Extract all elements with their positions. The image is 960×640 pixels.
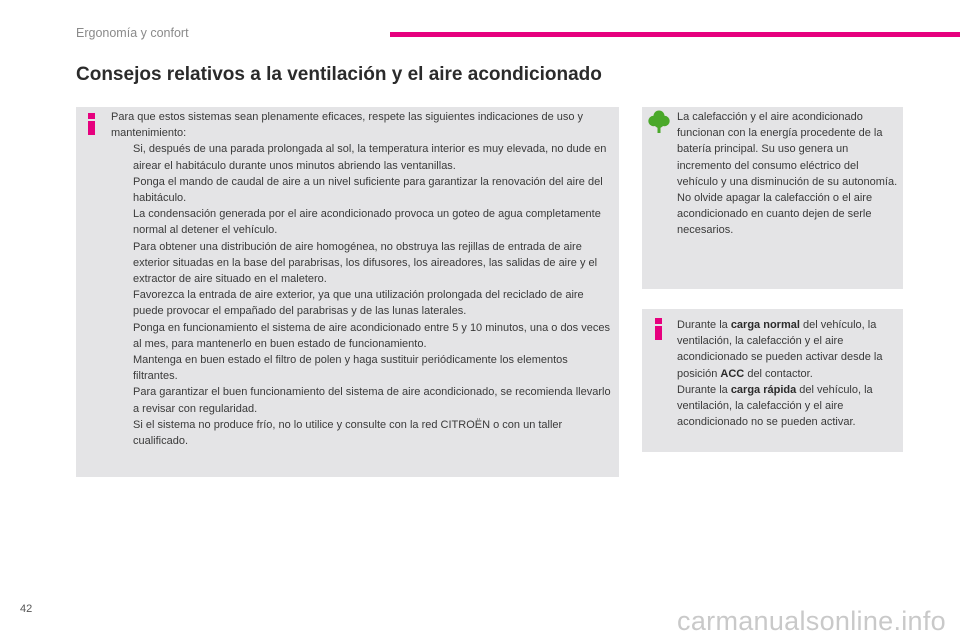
list-item	[111, 239, 611, 288]
tips-list	[111, 141, 611, 449]
charging-paragraph-fast: Durante la carga rápida del vehículo, la ventilación, la calefacción y el aire acondicionado no se pueden activar.	[677, 383, 873, 429]
list-item	[111, 352, 611, 384]
eco-paragraph: No olvide apagar la calefacción o el aire acondicionado en cuanto dejen de serle necesarios.	[677, 192, 873, 237]
list-item-text: Ponga en funcionamiento el sistema de aire acondicionado entre 5 y 10 minutos, una o dos veces al mes, para mantenerlo en buen estado de funcionamiento.	[133, 321, 610, 350]
list-item	[111, 287, 611, 319]
info-icon	[87, 113, 97, 135]
list-item	[111, 206, 611, 238]
list-item-text: La condensación generada por el aire acondicionado provoca un goteo de agua completamente normal al detener el vehículo.	[133, 208, 601, 237]
list-item-text: Para garantizar el buen funcionamiento del sistema de aire acondicionado, se recomienda llevarlo a revisar con regularidad.	[133, 386, 611, 415]
charging-paragraph-normal: Durante la carga normal del vehículo, la ventilación, la calefacción y el aire acondicionado se pueden activar desde la posición ACC del contactor.	[677, 319, 883, 380]
tips-intro: Para que estos sistemas sean plenamente eficaces, respete las siguientes indicaciones de uso y mantenimiento:	[111, 111, 584, 140]
page-title: Consejos relativos a la ventilación y el aire acondicionado	[76, 64, 602, 85]
list-item	[111, 417, 611, 449]
list-item-subtext: Ponga el mando de caudal de aire a un nivel suficiente para garantizar la renovación del aire del habitáculo.	[133, 175, 603, 205]
eco-paragraph: La calefacción y el aire acondicionado funcionan con la energía procedente de la batería principal. Su uso genera un incremento del consumo eléctrico del vehículo y una disminución de su autonomía.	[677, 111, 898, 188]
list-item-text: Mantenga en buen estado el filtro de polen y haga sustituir periódicamente los elementos filtrantes.	[133, 354, 568, 383]
list-item-text: Si el sistema no produce frío, no lo utilice y consulte con la red CITROËN o con un taller cualificado.	[133, 418, 563, 448]
list-item-text: Para obtener una distribución de aire homogénea, no obstruya las rejillas de entrada de aire exterior situadas en la base del parabrisas, los difusores, los aireadores, las salidas de aire y el extractor de aire situado en el maletero.	[133, 240, 598, 286]
list-item	[111, 320, 611, 352]
list-item-text: Favorezca la entrada de aire exterior, ya que una utilización prolongada del reciclado de aire puede provocar el empañado del parabrisas y de las lunas laterales.	[133, 289, 584, 318]
charging-info-text	[677, 317, 899, 430]
info-icon	[654, 318, 664, 340]
page-number: 42	[20, 603, 33, 615]
header-accent-rule	[390, 32, 960, 37]
list-item	[111, 384, 611, 416]
watermark: carmanualsonline.info	[677, 606, 946, 636]
section-label: Ergonomía y confort	[76, 26, 189, 40]
maintenance-tips-text	[111, 109, 611, 449]
list-item	[111, 141, 611, 206]
eco-tree-icon	[648, 110, 670, 134]
list-item-text: Si, después de una parada prolongada al sol, la temperatura interior es muy elevada, no dude en airear el habitáculo durante unos minutos abriendo las ventanillas.	[133, 143, 607, 172]
eco-advice-text	[677, 109, 899, 239]
